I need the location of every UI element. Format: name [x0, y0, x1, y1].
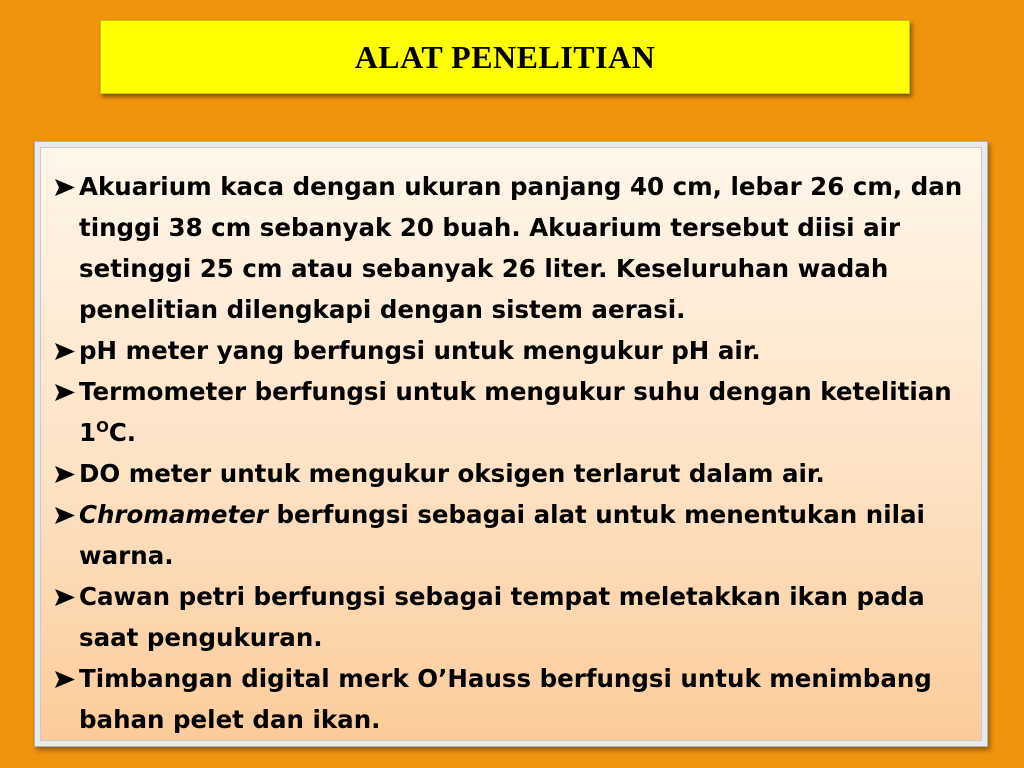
title-banner — [100, 20, 910, 94]
arrowhead-bullet-icon — [53, 166, 79, 207]
arrowhead-bullet-icon — [53, 494, 79, 535]
list-item — [53, 371, 978, 453]
list-item-text: Termometer berfungsi untuk mengukur suhu dengan ketelitian 1 — [79, 377, 952, 447]
slide-title: ALAT PENELITIAN — [354, 38, 656, 75]
arrowhead-bullet-icon — [53, 576, 79, 617]
arrowhead-bullet-icon — [53, 371, 79, 412]
list-item — [53, 494, 978, 576]
content-panel — [34, 141, 988, 747]
list-item-text: Akuarium kaca dengan ukuran panjang 40 cm, lebar 26 cm, dan tinggi 38 cm sebanyak 20 buah. Akuarium tersebut diisi air setinggi 25 cm atau sebanyak 26 liter. Keseluruhan wadah penelitian dilengkapi dengan sistem aerasi. — [79, 172, 963, 324]
list-item — [53, 330, 978, 371]
list-item-text: Timbangan digital merk O’Hauss berfungsi untuk menimbang bahan pelet dan ikan. — [79, 664, 932, 734]
list-item — [53, 166, 978, 330]
list-item — [53, 576, 978, 658]
arrowhead-bullet-icon — [53, 658, 79, 699]
list-item-text: Cawan petri berfungsi sebagai tempat meletakkan ikan pada saat pengukuran. — [79, 582, 925, 652]
list-item — [53, 658, 978, 740]
arrowhead-bullet-icon — [53, 453, 79, 494]
list-item-text: berfungsi sebagai alat untuk menentukan nilai warna. — [79, 500, 925, 570]
list-item-text: pH meter yang berfungsi untuk mengukur pH air. — [79, 336, 761, 365]
degree-superscript: O — [96, 418, 109, 436]
content-panel-inner — [40, 147, 982, 741]
list-item-text: DO meter untuk mengukur oksigen terlarut dalam air. — [79, 459, 825, 488]
arrowhead-bullet-icon — [53, 330, 79, 371]
equipment-list — [53, 166, 978, 740]
list-item-text-suffix: C. — [108, 418, 137, 447]
list-item — [53, 453, 978, 494]
list-item-italic-term: Chromameter — [79, 500, 268, 529]
